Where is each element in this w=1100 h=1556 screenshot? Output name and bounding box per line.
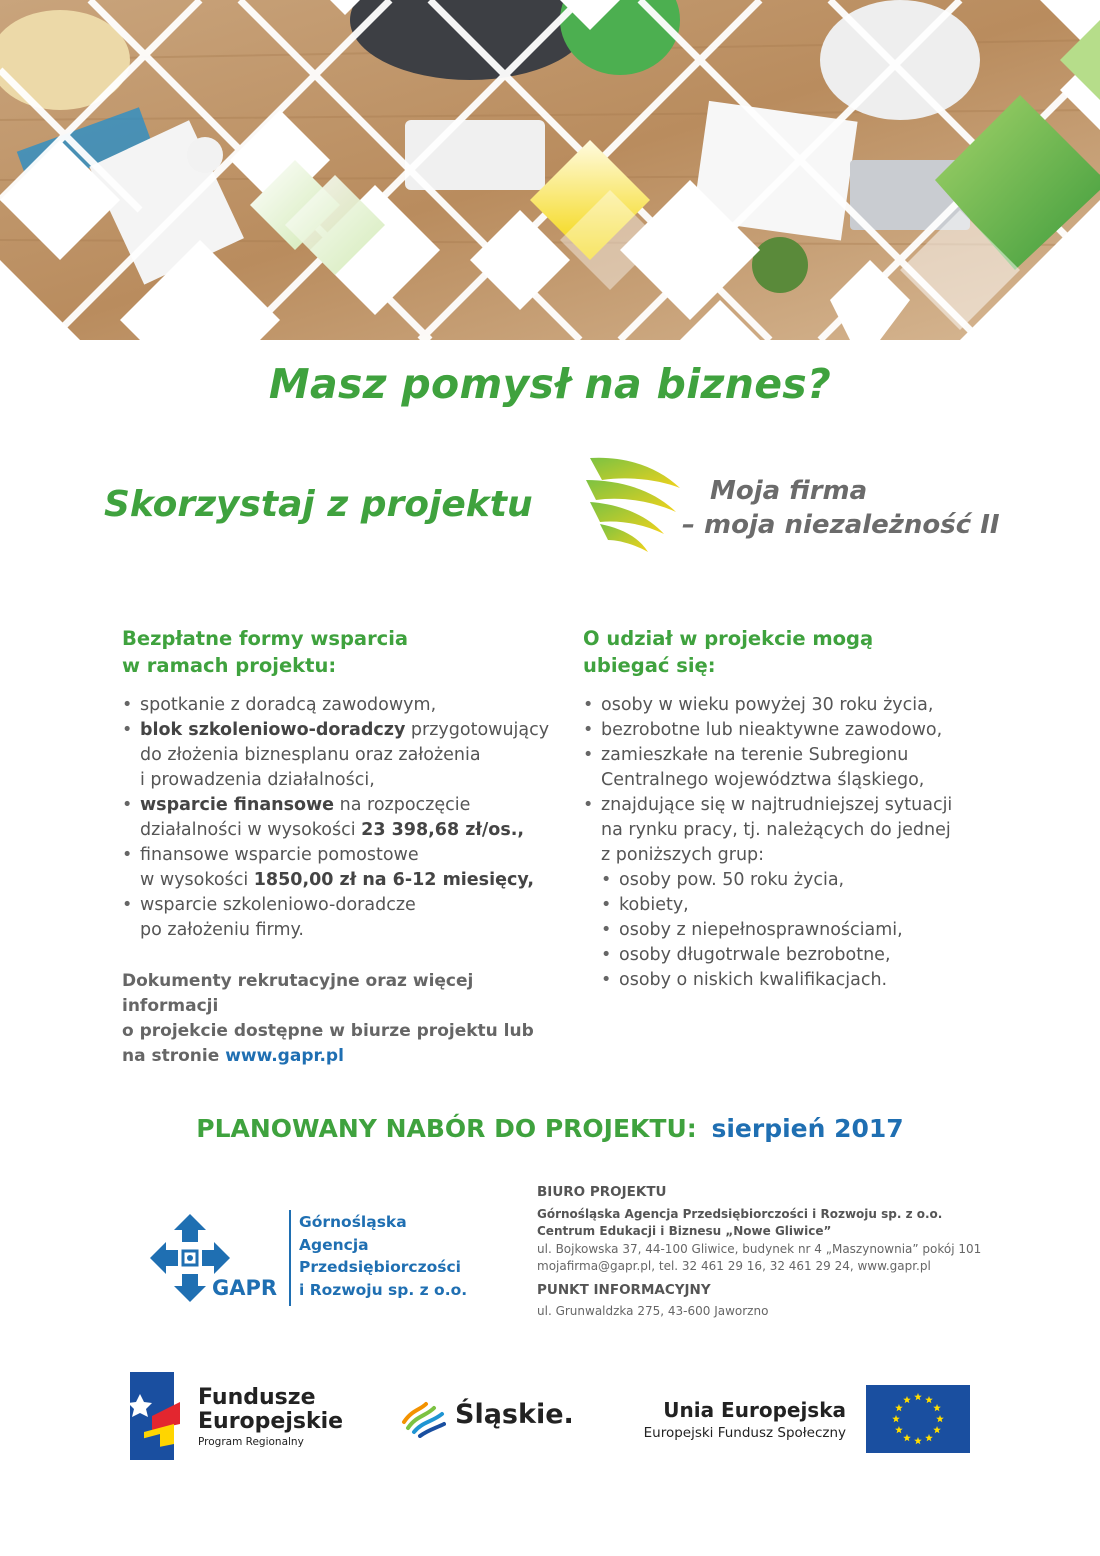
project-name bbox=[682, 474, 1000, 542]
eligibility-item-text: bezrobotne lub nieaktywne zawodowo, bbox=[601, 720, 943, 740]
slaskie-waves-icon bbox=[400, 1398, 446, 1438]
eligibility-column bbox=[583, 625, 1003, 993]
support-item-text: na rozpoczęcie bbox=[334, 795, 471, 815]
support-item-text: i prowadzenia działalności, bbox=[140, 770, 375, 790]
support-forms-list bbox=[122, 693, 562, 943]
project-name-line1: Moja firma bbox=[710, 476, 868, 506]
eligibility-item-text: zamieszkałe na terenie Subregionu bbox=[601, 745, 909, 765]
eligibility-item-text: z poniższych grup: bbox=[601, 845, 765, 865]
eligibility-subitem bbox=[583, 868, 1003, 893]
gapr-name-line4: i Rozwoju sp. z o.o. bbox=[299, 1280, 468, 1299]
info-point-address: ul. Grunwaldzka 275, 43-600 Jaworzno bbox=[537, 1304, 769, 1318]
support-item-text: spotkanie z doradcą zawodowym, bbox=[140, 695, 437, 715]
support-item-text: blok szkoleniowo-doradczy bbox=[140, 720, 406, 740]
gapr-full-name bbox=[299, 1211, 467, 1301]
eligibility-subitem bbox=[583, 893, 1003, 918]
eligibility-item-text: osoby długotrwale bezrobotne, bbox=[619, 945, 891, 965]
eligibility-item bbox=[583, 693, 1003, 718]
header-photo-collage bbox=[0, 0, 1100, 340]
eligibility-item-text: osoby pow. 50 roku życia, bbox=[619, 870, 845, 890]
eligibility-item-text: znajdujące się w najtrudniejszej sytuacji bbox=[601, 795, 953, 815]
project-wings-logo bbox=[580, 450, 690, 560]
office-address: ul. Bojkowska 37, 44-100 Gliwice, budynek nr 4 „Maszynownia” pokój 101 bbox=[537, 1241, 982, 1256]
support-heading-line1: Bezpłatne formy wsparcia bbox=[122, 627, 409, 650]
eligibility-item bbox=[583, 743, 1003, 793]
project-office-info bbox=[537, 1184, 981, 1321]
eligibility-item bbox=[583, 793, 1003, 868]
info-point-title: PUNKT INFORMACYJNY bbox=[537, 1281, 711, 1298]
unia-europejska-logo bbox=[600, 1397, 846, 1443]
support-heading-line2: w ramach projektu: bbox=[122, 654, 337, 677]
support-item-text: finansowe wsparcie pomostowe bbox=[140, 845, 419, 865]
recruitment-label: PLANOWANY NABÓR DO PROJEKTU: bbox=[196, 1114, 697, 1143]
eligibility-item-text: osoby o niskich kwalifikacjach. bbox=[619, 970, 888, 990]
support-item bbox=[122, 693, 562, 718]
eligibility-heading-line2: ubiegać się: bbox=[583, 654, 716, 677]
support-item-text: działalności w wysokości bbox=[140, 820, 362, 840]
ue-line2: Europejski Fundusz Społeczny bbox=[643, 1425, 846, 1441]
eligibility-item bbox=[583, 718, 1003, 743]
support-item-text: przygotowujący bbox=[405, 720, 550, 740]
fe-line3: Program Regionalny bbox=[198, 1436, 304, 1448]
support-forms-heading bbox=[122, 625, 562, 679]
office-org-name: Górnośląska Agencja Przedsiębiorczości i Rozwoju sp. z o.o. bbox=[537, 1206, 943, 1221]
note-line1: Dokumenty rekrutacyjne oraz więcej informacji bbox=[122, 971, 474, 1016]
fundusze-europejskie-icon bbox=[130, 1372, 180, 1460]
gapr-divider bbox=[289, 1210, 291, 1306]
support-item-text: do złożenia biznesplanu oraz założenia bbox=[140, 745, 481, 765]
slaskie-logo: Śląskie. bbox=[455, 1399, 574, 1430]
support-item bbox=[122, 718, 562, 793]
fe-line1: Fundusze bbox=[198, 1385, 316, 1410]
support-item-text: wsparcie szkoleniowo-doradcze bbox=[140, 895, 416, 915]
support-item-text: 1850,00 zł na 6-12 miesięcy, bbox=[253, 870, 535, 890]
support-item bbox=[122, 793, 562, 843]
documents-info-note bbox=[122, 969, 562, 1069]
gapr-acronym: GAPR bbox=[212, 1276, 278, 1300]
eligibility-item-text: kobiety, bbox=[619, 895, 689, 915]
support-item-text: po założeniu firmy. bbox=[140, 920, 304, 940]
office-title: BIURO PROJEKTU bbox=[537, 1184, 667, 1200]
main-headline: Masz pomysł na biznes? bbox=[268, 360, 832, 408]
support-item-text: w wysokości bbox=[140, 870, 254, 890]
eligibility-item-text: Centralnego województwa śląskiego, bbox=[601, 770, 925, 790]
project-name-line2: – moja niezależność II bbox=[682, 510, 1000, 540]
support-item-text: 23 398,68 zł/os., bbox=[361, 820, 525, 840]
recruitment-date: sierpień 2017 bbox=[711, 1114, 904, 1143]
eligibility-item-text: osoby z niepełnosprawnościami, bbox=[619, 920, 903, 940]
office-center-name: Centrum Edukacji i Biznesu „Nowe Gliwice” bbox=[537, 1224, 832, 1238]
eligibility-item-text: na rynku pracy, tj. należących do jednej bbox=[601, 820, 951, 840]
fundusze-europejskie-logo bbox=[198, 1386, 343, 1450]
eligibility-heading-line1: O udział w projekcie mogą bbox=[583, 627, 874, 650]
office-contact: mojafirma@gapr.pl, tel. 32 461 29 16, 32 461 29 24, www.gapr.pl bbox=[537, 1259, 931, 1273]
eligibility-heading bbox=[583, 625, 1003, 679]
recruitment-banner bbox=[0, 1114, 1100, 1143]
website-link[interactable]: www.gapr.pl bbox=[225, 1046, 344, 1066]
ue-line1: Unia Europejska bbox=[663, 1398, 846, 1422]
gapr-name-line1: Górnośląska bbox=[299, 1213, 407, 1231]
eligibility-subitem bbox=[583, 943, 1003, 968]
note-line2: o projekcie dostępne w biurze projektu lub bbox=[122, 1021, 534, 1041]
eligibility-item-text: osoby w wieku powyżej 30 roku życia, bbox=[601, 695, 934, 715]
support-item bbox=[122, 893, 562, 943]
fe-line2: Europejskie bbox=[198, 1409, 344, 1434]
gapr-name-line3: Przedsiębiorczości bbox=[299, 1258, 461, 1276]
subheadline: Skorzystaj z projektu bbox=[104, 484, 533, 525]
support-item bbox=[122, 843, 562, 893]
support-forms-column bbox=[122, 625, 562, 1069]
note-line3-prefix: na stronie bbox=[122, 1046, 226, 1066]
eligibility-subitem bbox=[583, 918, 1003, 943]
gapr-name-line2: Agencja bbox=[299, 1235, 369, 1254]
eligibility-subitem bbox=[583, 968, 1003, 993]
eligibility-list bbox=[583, 693, 1003, 993]
support-item-text: wsparcie finansowe bbox=[140, 795, 335, 815]
eu-flag-icon bbox=[866, 1385, 970, 1453]
